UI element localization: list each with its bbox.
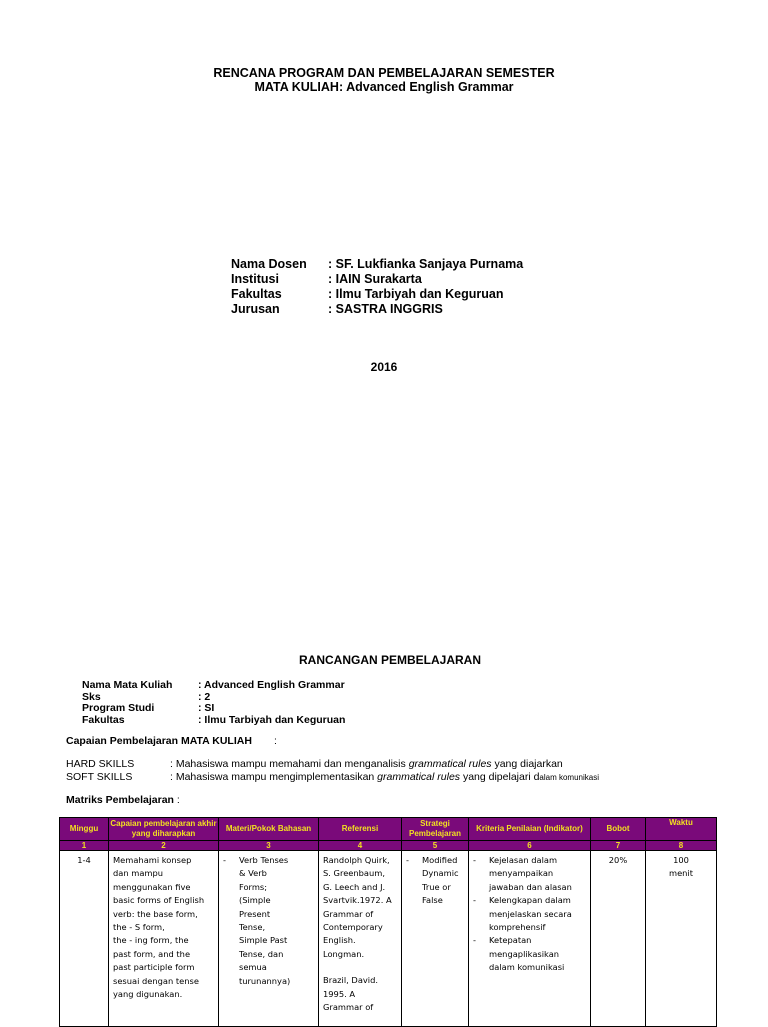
text-line: G. Leech and J. bbox=[323, 881, 386, 892]
course-label: Fakultas bbox=[82, 713, 125, 726]
text-line: menjelaskan secara bbox=[489, 908, 572, 919]
column-header-minggu: Minggu bbox=[60, 818, 109, 841]
skills-section bbox=[66, 758, 599, 784]
column-header-bobot: Bobot bbox=[591, 818, 646, 841]
text-line: S. Greenbaum, bbox=[323, 868, 385, 879]
text-line: turunannya) bbox=[239, 975, 291, 986]
lecturer-info bbox=[231, 257, 523, 317]
text-line: Kelengkapan dalam bbox=[489, 895, 571, 906]
materi-list-item bbox=[223, 854, 314, 988]
info-value: : SASTRA INGGRIS bbox=[328, 302, 443, 316]
institution-row bbox=[231, 272, 523, 287]
text-line: Randolph Quirk, bbox=[323, 855, 390, 865]
text-line: (Simple bbox=[239, 895, 271, 906]
soft-skills-small-text: alam komunikasi bbox=[539, 773, 599, 782]
course-info bbox=[82, 679, 345, 725]
text-line: Grammar of bbox=[323, 1002, 374, 1013]
hard-skills-row bbox=[66, 758, 599, 771]
text-line: basic forms of English bbox=[113, 895, 205, 906]
column-number: 4 bbox=[319, 841, 402, 851]
soft-skills-suffix: yang dipelajari d bbox=[460, 771, 540, 783]
column-header-referensi: Referensi bbox=[319, 818, 402, 841]
list-text bbox=[239, 854, 314, 988]
info-value: : Ilmu Tarbiyah dan Keguruan bbox=[328, 287, 504, 301]
text-line: jawaban dan alasan bbox=[489, 881, 572, 892]
hard-skills-label: HARD SKILLS bbox=[66, 758, 135, 770]
text-line: Present bbox=[239, 908, 271, 919]
info-label: Jurusan bbox=[231, 302, 280, 316]
text-line: & Verb bbox=[239, 868, 267, 879]
text-line: Svartvik.1972. A bbox=[323, 895, 392, 906]
column-header-materi: Materi/Pokok Bahasan bbox=[219, 818, 319, 841]
cell-materi bbox=[219, 851, 319, 1027]
course-value: : Advanced English Grammar bbox=[198, 679, 345, 691]
text-line: Contemporary bbox=[323, 922, 383, 933]
text-line: mengaplikasikan bbox=[489, 948, 560, 959]
course-value: : 2 bbox=[198, 690, 211, 703]
text-line: Modified bbox=[422, 855, 458, 865]
learning-outcomes-heading bbox=[66, 735, 277, 747]
list-text bbox=[489, 894, 586, 934]
column-number: 8 bbox=[646, 841, 717, 851]
kriteria-list-item bbox=[473, 894, 586, 934]
text-line: False bbox=[422, 895, 443, 906]
column-header-kriteria: Kriteria Penilaian (Indikator) bbox=[469, 818, 591, 841]
document-title: RENCANA PROGRAM DAN PEMBELAJARAN SEMESTER bbox=[213, 66, 555, 80]
text-line: menit bbox=[668, 868, 693, 879]
list-dash: - bbox=[473, 935, 476, 946]
matrix-label-text: Matriks Pembelajaran bbox=[66, 794, 174, 806]
column-number-row bbox=[60, 841, 717, 851]
list-dash: - bbox=[406, 855, 409, 865]
info-label: Fakultas bbox=[231, 287, 282, 301]
list-dash: - bbox=[473, 895, 476, 906]
list-text bbox=[489, 854, 586, 894]
course-label: Nama Mata Kuliah bbox=[82, 679, 173, 691]
list-text bbox=[489, 934, 586, 974]
spacer bbox=[323, 961, 397, 974]
column-number: 5 bbox=[402, 841, 469, 851]
text-line: Longman. bbox=[323, 948, 365, 959]
text-line: 1995. A bbox=[323, 988, 356, 999]
hard-skills-suffix: yang diajarkan bbox=[491, 758, 563, 770]
cell-bobot: 20% bbox=[591, 851, 646, 1027]
column-number: 7 bbox=[591, 841, 646, 851]
text-line: Kejelasan dalam bbox=[489, 855, 558, 865]
course-value: : Ilmu Tarbiyah dan Keguruan bbox=[198, 713, 346, 726]
text-line: the - S form, bbox=[113, 922, 165, 933]
text-line: sesuai dengan tense bbox=[113, 975, 199, 986]
text-line: Grammar of bbox=[323, 908, 374, 919]
column-number: 3 bbox=[219, 841, 319, 851]
strategi-list-item bbox=[406, 854, 464, 908]
text-line: Verb Tenses bbox=[239, 855, 289, 865]
plan-title: RANCANGAN PEMBELAJARAN bbox=[298, 653, 481, 667]
text-line: menyampaikan bbox=[489, 868, 554, 879]
text-line: Tense, dan bbox=[239, 948, 284, 959]
text-line: past form, and the bbox=[113, 948, 191, 959]
cell-capaian bbox=[109, 851, 219, 1027]
cell-minggu: 1-4 bbox=[60, 851, 109, 1027]
cell-waktu bbox=[646, 851, 717, 1027]
text-line: Brazil, David. bbox=[323, 975, 379, 986]
column-number: 2 bbox=[109, 841, 219, 851]
learning-matrix-table bbox=[59, 817, 717, 1027]
table-row bbox=[60, 851, 717, 1027]
text-line: True or bbox=[422, 881, 451, 892]
lecturer-row bbox=[231, 257, 523, 272]
program-row bbox=[82, 702, 345, 714]
kriteria-list-item bbox=[473, 934, 586, 974]
text-line: 100 bbox=[673, 855, 689, 865]
cell-strategi bbox=[402, 851, 469, 1027]
text-line: English. bbox=[323, 935, 356, 946]
matrix-label-colon: : bbox=[176, 794, 180, 806]
column-number: 6 bbox=[469, 841, 591, 851]
text-line: Dynamic bbox=[422, 868, 459, 879]
column-number: 1 bbox=[60, 841, 109, 851]
text-line: semua bbox=[239, 962, 267, 973]
faculty-row bbox=[231, 287, 523, 302]
info-value: : IAIN Surakarta bbox=[328, 272, 422, 286]
info-value: : SF. Lukfianka Sanjaya Purnama bbox=[328, 257, 524, 271]
heading-text: Capaian Pembelajaran MATA KULIAH bbox=[66, 735, 252, 747]
cell-referensi bbox=[319, 851, 402, 1027]
hard-skills-italic: grammatical rules bbox=[408, 758, 492, 770]
text-line: Simple Past bbox=[239, 935, 288, 946]
text-line: Forms; bbox=[239, 881, 268, 892]
text-line: past participle form bbox=[113, 962, 195, 973]
soft-skills-italic: grammatical rules bbox=[377, 771, 461, 783]
info-label: Nama Dosen bbox=[231, 257, 307, 271]
course-value: : SI bbox=[198, 702, 215, 714]
column-header-strategi: Strategi Pembelajaran bbox=[402, 818, 469, 841]
text-line: menggunakan five bbox=[113, 881, 191, 892]
cell-kriteria bbox=[469, 851, 591, 1027]
soft-skills-text: : Mahasiswa mampu mengimplementasikan bbox=[170, 771, 378, 783]
info-label: Institusi bbox=[231, 272, 279, 286]
heading-colon: : bbox=[273, 735, 277, 747]
text-line: verb: the base form, bbox=[113, 908, 198, 919]
sks-row bbox=[82, 691, 345, 703]
soft-skills-row bbox=[66, 771, 599, 784]
course-label: Program Studi bbox=[82, 702, 155, 714]
year: 2016 bbox=[370, 360, 398, 374]
text-line: yang digunakan. bbox=[113, 989, 183, 1000]
course-subtitle: MATA KULIAH: Advanced English Grammar bbox=[254, 80, 514, 94]
text-line: dalam komunikasi bbox=[489, 962, 565, 973]
table-header-row bbox=[60, 818, 717, 841]
text-line: Tense, bbox=[239, 922, 266, 933]
text-line: Memahami konsep bbox=[113, 855, 192, 865]
list-text bbox=[422, 854, 464, 908]
text-line: dan mampu bbox=[113, 868, 164, 879]
text-line: the - ing form, the bbox=[113, 935, 189, 946]
soft-skills-label: SOFT SKILLS bbox=[66, 771, 133, 783]
column-header-waktu: Waktu bbox=[646, 818, 717, 841]
text-line: Ketepatan bbox=[489, 935, 532, 946]
course-name-row bbox=[82, 679, 345, 691]
list-dash: - bbox=[473, 855, 476, 865]
course-label: Sks bbox=[82, 690, 101, 703]
text-line: komprehensif bbox=[489, 922, 546, 933]
list-dash: - bbox=[223, 855, 226, 865]
hard-skills-text: : Mahasiswa mampu memahami dan menganalisis bbox=[170, 758, 409, 770]
kriteria-list-item bbox=[473, 854, 586, 894]
faculty-row bbox=[82, 714, 345, 726]
department-row bbox=[231, 302, 523, 317]
column-header-capaian: Capaian pembelajaran akhir yang diharapkan bbox=[109, 818, 219, 841]
matrix-label bbox=[66, 794, 180, 806]
